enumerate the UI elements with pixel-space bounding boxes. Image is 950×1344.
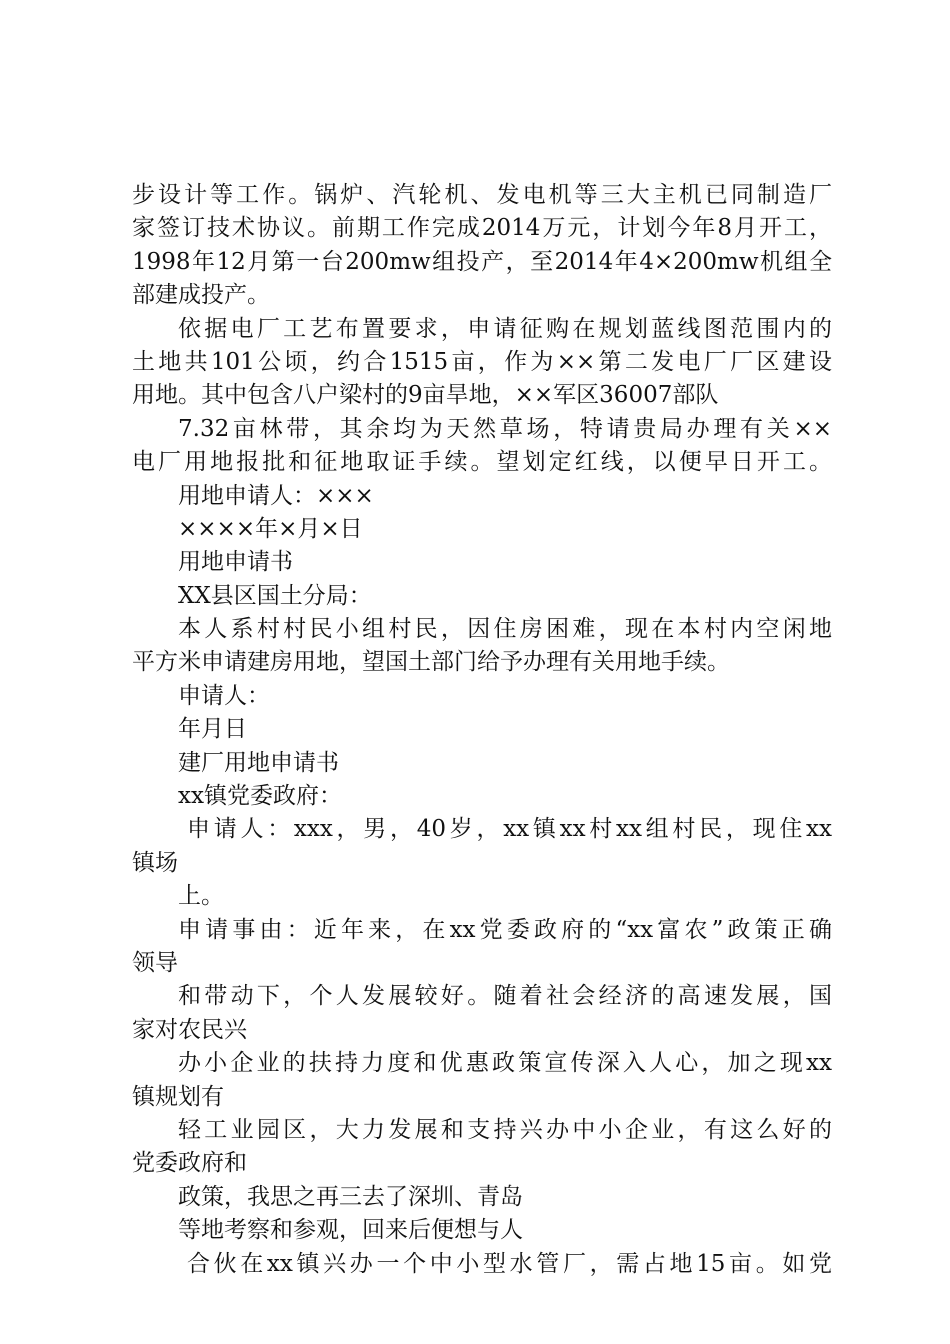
text-line: 领导 [132, 949, 178, 976]
text-line: 申请事由：近年来，在xx党委政府的“xx富农”政策正确 [178, 916, 832, 943]
text-line: 1998年12月第一台200mw组投产，至2014年4×200mw机组全 [132, 248, 832, 275]
text-line: 依据电厂工艺布置要求，申请征购在规划蓝线图范围内的 [178, 315, 832, 342]
text-line: 本人系村村民小组村民，因住房困难，现在本村内空闲地 [178, 616, 832, 643]
text-line: 轻工业园区，大力发展和支持兴办中小企业，有这么好的 [178, 1116, 832, 1143]
document-body [132, 179, 832, 1281]
text-line: ××××年×月×日 [178, 515, 363, 542]
text-line: 申请人：xxx，男，40岁，xx镇xx村xx组村民，现住xx [187, 816, 832, 843]
text-line: 镇场 [132, 849, 178, 876]
text-line: 和带动下，个人发展较好。随着社会经济的高速发展，国 [178, 983, 832, 1010]
text-line: 用地申请书 [178, 549, 293, 576]
text-line: 申请人： [178, 682, 270, 709]
text-line: 用地申请人：××× [178, 482, 374, 509]
text-line: 镇规划有 [132, 1083, 224, 1110]
text-line: 合伙在xx镇兴办一个中小型水管厂，需占地15亩。如党 [187, 1250, 832, 1277]
text-line: XX县区国土分局： [178, 582, 372, 609]
text-line: 家对农民兴 [132, 1016, 247, 1043]
text-line: 7.32亩林带，其余均为天然草场，特请贵局办理有关×× [178, 415, 832, 442]
text-line: 党委政府和 [132, 1150, 247, 1177]
text-line: xx镇党委政府： [178, 783, 342, 810]
text-line: 土地共101公顷，约合1515亩，作为××第二发电厂厂区建设 [132, 348, 832, 375]
text-line: 等地考察和参观，回来后便想与人 [178, 1217, 523, 1244]
text-line: 家签订技术协议。前期工作完成2014万元，计划今年8月开工， [132, 215, 832, 242]
text-line: 平方米申请建房用地，望国土部门给予办理有关用地手续。 [132, 649, 730, 676]
text-line: 政策，我思之再三去了深圳、青岛 [178, 1183, 523, 1210]
text-line: 部建成投产。 [132, 282, 270, 309]
text-line: 电厂用地报批和征地取证手续。望划定红线，以便早日开工。 [132, 449, 832, 476]
text-line: 上。 [178, 883, 224, 910]
text-line: 用地。其中包含八户梁村的9亩旱地，××军区36007部队 [132, 382, 719, 409]
text-line: 步设计等工作。锅炉、汽轮机、发电机等三大主机已同制造厂 [132, 182, 832, 208]
text-line: 年月日 [178, 716, 247, 743]
text-line: 办小企业的扶持力度和优惠政策宣传深入人心，加之现xx [178, 1050, 832, 1077]
text-line: 建厂用地申请书 [178, 749, 339, 776]
